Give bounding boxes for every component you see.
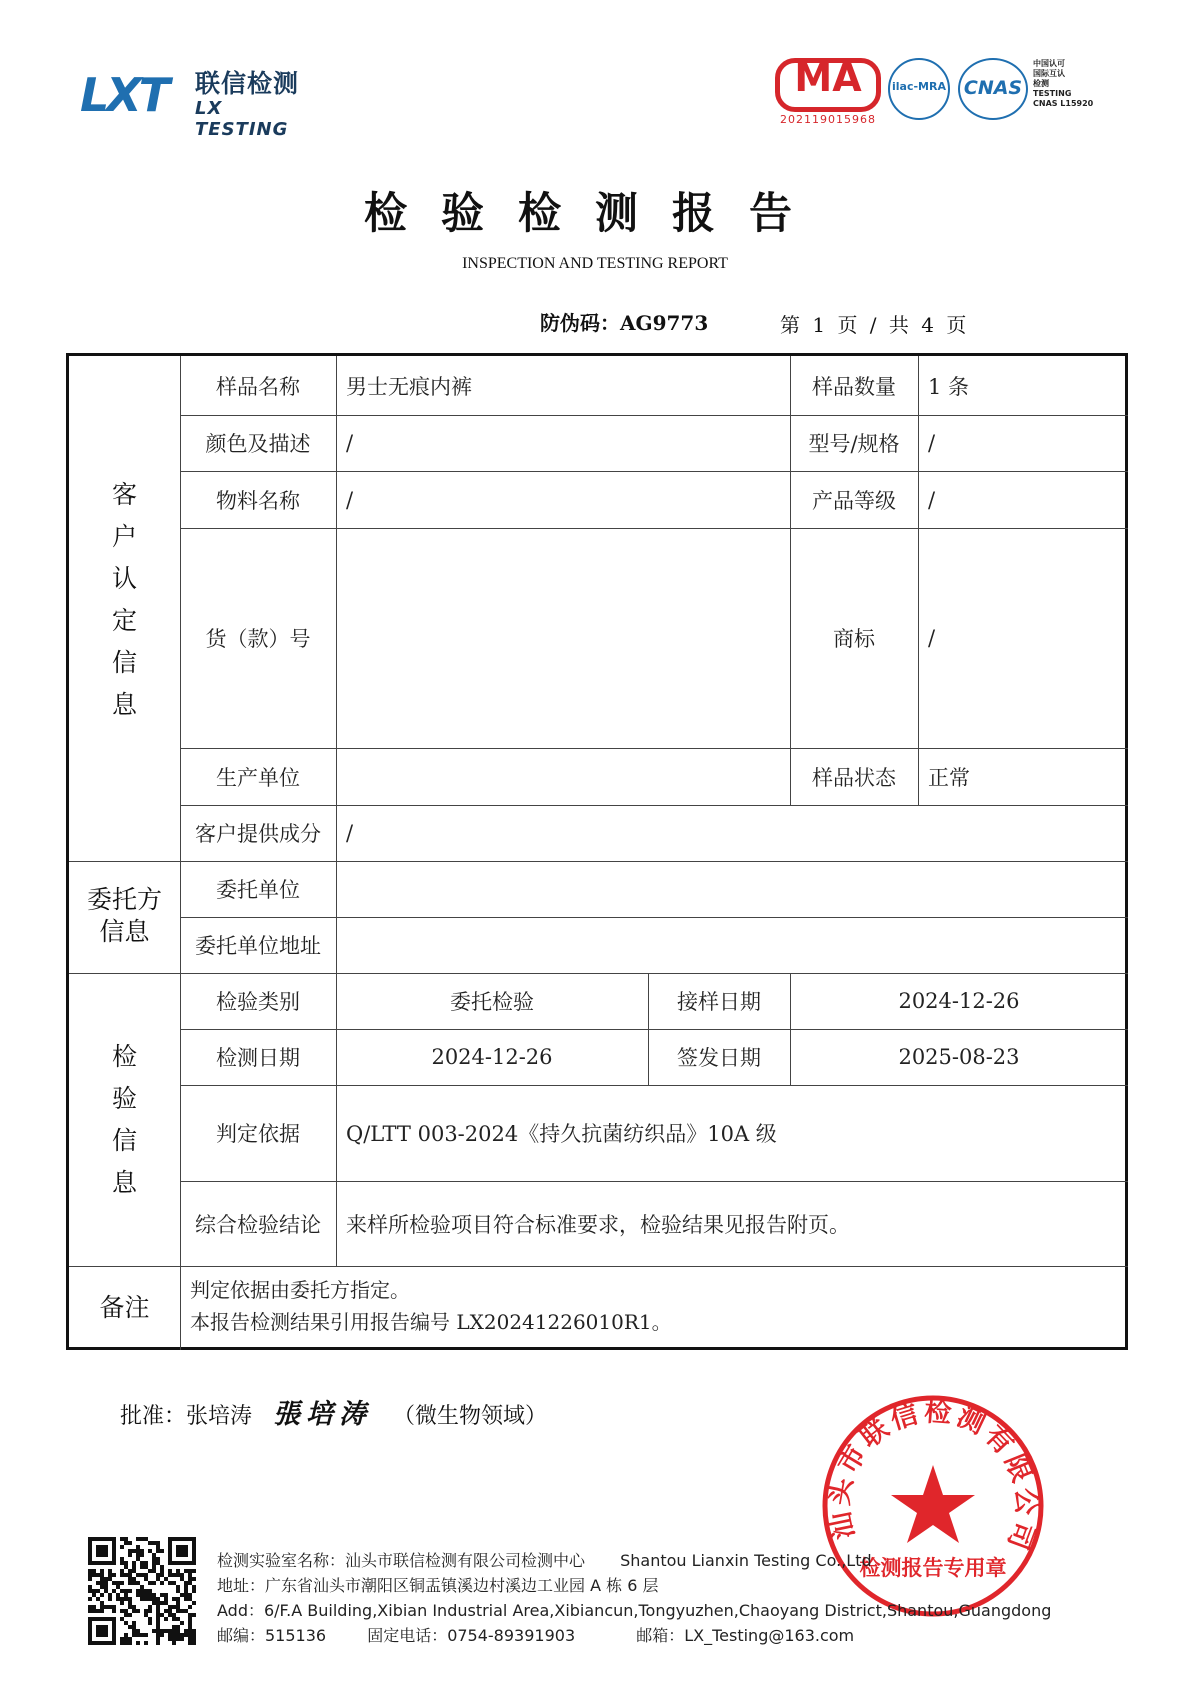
status-value: 正常: [928, 765, 970, 790]
footer-info: [217, 1548, 1051, 1648]
brand-label: 商标: [833, 627, 875, 651]
lab-postcode: 邮编：515136: [217, 1626, 327, 1645]
producer-label: 生产单位: [216, 765, 300, 790]
remarks-label-text: 备注: [99, 1293, 150, 1322]
logo-mark: LXT: [80, 68, 168, 122]
material-label: 物料名称: [216, 488, 300, 513]
composition-label: 客户提供成分: [195, 822, 321, 846]
composition-value: /: [346, 821, 354, 845]
sample-qty-label: 样品数量: [812, 374, 896, 399]
lab-email: 邮箱：LX_Testing@163.com: [636, 1626, 855, 1645]
item-no-label: 货（款）号: [205, 627, 311, 651]
client-label-line2: 信息: [99, 917, 150, 946]
client-unit-value: [336, 861, 1128, 917]
client-label-line1: 委托方: [86, 885, 162, 914]
cnas-text: CNAS: [963, 77, 1023, 99]
cnas-side-line: 检测: [1033, 79, 1049, 88]
issue-date-label: 签发日期: [677, 1046, 761, 1070]
lab-phone: 固定电话：0754-89391903: [367, 1626, 576, 1645]
status-label: 样品状态: [812, 765, 896, 790]
approver-signature: 張培涛: [273, 1399, 373, 1430]
sample-name-label: 样品名称: [216, 374, 300, 399]
color-value: /: [346, 431, 354, 455]
conclusion-value: 来样所检验项目符合标准要求，检验结果见报告附页。: [346, 1212, 850, 1237]
cnas-icon: [958, 58, 1028, 120]
material-value: /: [346, 487, 354, 512]
sample-name-value: 男士无痕内裤: [346, 374, 472, 399]
ilac-text: ilac-MRA: [892, 80, 946, 93]
page-info: 第 1 页 / 共 4 页: [780, 313, 967, 337]
client-address-label: 委托单位地址: [195, 934, 321, 958]
lab-address-cn: 地址：广东省汕头市潮阳区铜盂镇溪边村溪边工业园 A 栋 6 层: [217, 1576, 659, 1595]
test-date-label: 检测日期: [216, 1046, 300, 1070]
sample-qty-value: 1 条: [928, 374, 970, 399]
item-no-value: [336, 528, 790, 748]
section-customer-label: [69, 474, 180, 726]
svg-text:汕头市联信检测有限公司: 汕头市联信检测有限公司: [823, 1396, 1042, 1558]
inspection-type-value: 委托检验: [450, 990, 534, 1014]
section-remarks-label: [69, 1266, 180, 1350]
client-address-value: [336, 917, 1128, 973]
cnas-side-line: CNAS L15920: [1033, 99, 1094, 108]
remarks-line: 判定依据由委托方指定。: [190, 1278, 410, 1302]
basis-label: 判定依据: [216, 1122, 300, 1146]
model-label: 型号/规格: [808, 432, 900, 456]
receive-date-label: 接样日期: [677, 990, 761, 1014]
customer-section-text: 客户认定信息: [111, 480, 137, 719]
report-title-cn: 检验检测报告: [364, 189, 826, 239]
brand-value: /: [928, 626, 936, 650]
anti-fake-code: 防伪码：AG9773: [540, 311, 709, 335]
section-inspection-label: [69, 1036, 180, 1204]
remarks-content: [190, 1274, 672, 1338]
cnas-side-line: 中国认可: [1033, 59, 1065, 68]
cnas-side-line: TESTING: [1033, 89, 1072, 98]
receive-date-value: 2024-12-26: [898, 989, 1020, 1013]
cnas-side-line: 国际互认: [1033, 69, 1065, 78]
logo-cn-text: 联信检测: [195, 69, 300, 98]
svg-text:检测报告专用章: 检测报告专用章: [859, 1556, 1007, 1580]
client-unit-label: 委托单位: [216, 878, 300, 902]
logo-en-text: LX TESTING: [195, 98, 289, 140]
report-title-en: INSPECTION AND TESTING REPORT: [462, 255, 728, 272]
test-date-value: 2024-12-26: [431, 1045, 553, 1069]
lx-testing-logo: [80, 62, 320, 140]
lab-address-en: Add：6/F.A Building,Xibian Industrial Area,Xibiancun,Tongyuzhen,Chaoyang District,Shantou,Guangdong: [217, 1601, 1052, 1620]
lab-name: 检测实验室名称：汕头市联信检测有限公司检测中心: [217, 1551, 586, 1570]
lab-name-en: Shantou Lianxin Testing Co.,Ltd: [620, 1551, 872, 1570]
inspection-type-label: 检验类别: [216, 990, 300, 1014]
color-label: 颜色及描述: [205, 432, 311, 456]
approver-domain: （微生物领域）: [393, 1404, 548, 1429]
cma-number: 202119015968: [780, 113, 876, 126]
grade-label: 产品等级: [812, 488, 896, 513]
ilac-mra-icon: [888, 58, 950, 120]
approval-line: [120, 1392, 547, 1431]
issue-date-value: 2025-08-23: [898, 1045, 1020, 1069]
conclusion-label: 综合检验结论: [195, 1212, 321, 1237]
grade-value: /: [928, 487, 936, 512]
section-client-label: [69, 884, 180, 948]
cma-text: MA: [794, 56, 862, 100]
report-table: [66, 353, 1128, 1350]
cnas-side-text: [1033, 59, 1093, 109]
remarks-line: 本报告检测结果引用报告编号 LX20241226010R1。: [190, 1310, 672, 1334]
approver-name: 批准：张培涛: [120, 1404, 253, 1429]
inspection-section-text: 检验信息: [111, 1042, 137, 1197]
producer-value: [336, 748, 790, 805]
basis-value: Q/LTT 003-2024《持久抗菌纺织品》10A 级: [346, 1122, 777, 1146]
model-value: /: [928, 431, 936, 455]
qr-code-icon: [88, 1537, 196, 1645]
certification-marks: [775, 55, 1105, 130]
